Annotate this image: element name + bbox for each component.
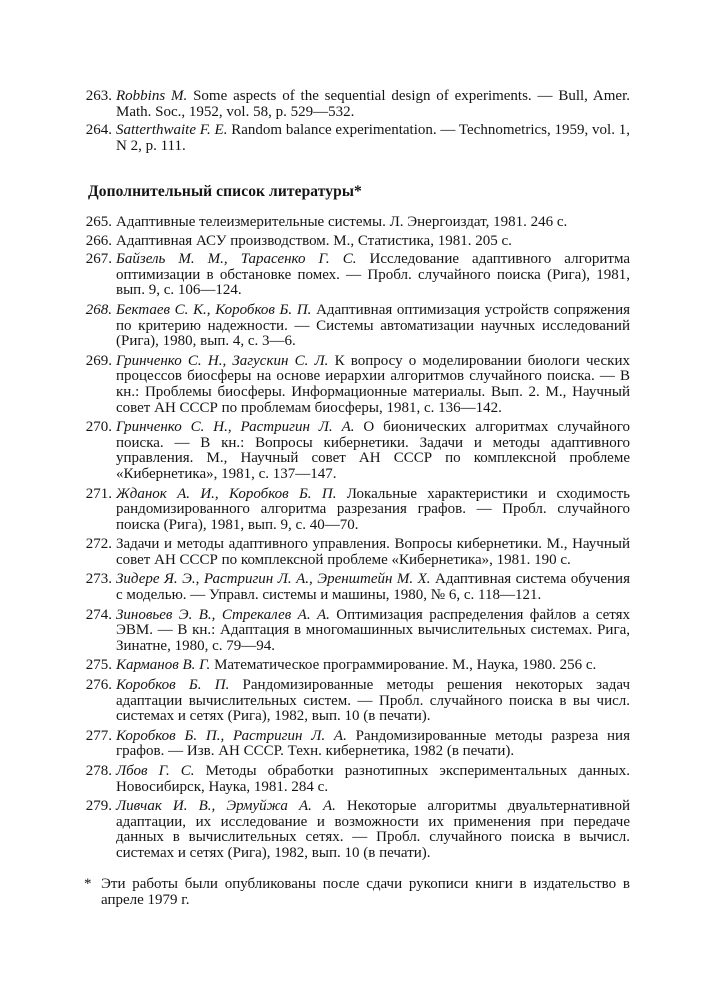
reference-text: Some aspects of the sequential design of experiments. — Bull, Amer. Math. Soc., 1952, vol. 58, p. 529—532. (116, 88, 631, 120)
reference-number: 272. (85, 536, 112, 553)
reference-number: 267. (85, 251, 112, 268)
reference-author: Гринченко С. Н., Загускин С. Л. (116, 352, 329, 369)
reference-list-top (79, 89, 630, 157)
reference-number: 273. (85, 571, 112, 588)
reference-item (79, 608, 630, 655)
reference-number: 270. (85, 419, 112, 436)
footnote-mark: * (84, 876, 92, 892)
reference-item (79, 89, 630, 120)
reference-item (79, 123, 630, 154)
reference-number: 266. (85, 232, 112, 249)
reference-text: Локальные характеристики и сходимость рандомизированного алгоритма разрезания графов. — Пробл. случайного поиска (Рига), 1981, вып. 9, с. 40—70. (116, 485, 630, 533)
reference-number: 271. (85, 485, 112, 502)
reference-number: 277. (85, 727, 112, 744)
reference-number: 263. (85, 88, 112, 104)
reference-author: Лбов Г. С. (116, 763, 195, 779)
reference-author: Зидере Я. Э., Растригин Л. А., Эренштейн М. Х. (116, 571, 431, 588)
reference-body (116, 89, 630, 120)
footnote-text: Эти работы были опубликованы после сдачи рукописи книги в издательство в апреле 1979 г. (101, 876, 630, 908)
reference-author: Зиновьев Э. В., Стрекалев А. А. (116, 606, 330, 623)
reference-text: Рандомизированные методы разреза ния графов. — Изв. АН СССР. Техн. кибернетика, 1982 (в печати). (116, 727, 630, 760)
reference-text: Адаптивная оптимизация устройств сопряжения по критерию надежности. — Системы автоматизации научных исследований (Рига), 1980, вып. 4, с. 3—6. (116, 301, 630, 350)
reference-item (79, 678, 630, 725)
footnote (84, 877, 630, 908)
reference-body (116, 572, 630, 603)
reference-item (79, 234, 630, 250)
reference-item (79, 729, 630, 760)
reference-number: 278. (85, 763, 112, 779)
section-title: Дополнительный список литературы* (88, 183, 362, 200)
reference-author: Байзель М. М., Тарасенко Г. С. (116, 251, 357, 268)
reference-body (116, 678, 630, 725)
reference-text: Рандомизированные методы решения некоторых задач адаптации вычислительных систем. — Пробл. случайного поиска в вы числ. системах и сетях (Рига), 1982, вып. 10 (в печати). (116, 677, 630, 725)
reference-text: Адаптивная система обучения с моделью. — Управл. системы и машины, 1980, № 6, с. 118—121. (116, 571, 630, 604)
reference-text: К вопросу о моделировании биологи ческих процессов биосферы на основе иерархии алгоритмов случайного поиска. — В кн.: Проблемы биосферы. Информационные материалы. Вып. 2. М., Научный совет АН СССР по проблемам биосферы, 1981, с. 136—142. (116, 352, 630, 416)
reference-body (116, 234, 630, 250)
reference-item (79, 252, 630, 299)
reference-author: Ливчак И. В., Эрмуйжа А. А. (116, 798, 336, 815)
reference-author: Гринченко С. Н., Растригин Л. А. (116, 419, 355, 436)
reference-body (116, 303, 630, 350)
reference-body (116, 608, 630, 655)
reference-body (116, 729, 630, 760)
reference-body (116, 215, 630, 231)
reference-body (116, 764, 630, 795)
reference-body (116, 799, 630, 861)
reference-item (79, 572, 630, 603)
reference-text: Исследование адаптивного алгоритма оптимизации в обстановке помех. — Пробл. случайного поиска (Рига), 1981, вып. 9, с. 106—124. (116, 251, 630, 299)
reference-author: Коробков Б. П. (116, 677, 230, 694)
reference-body (116, 354, 630, 416)
reference-list-additional (79, 215, 630, 866)
reference-item (79, 764, 630, 795)
reference-body (116, 658, 630, 674)
reference-text: Некоторые алгоритмы двуальтернативной адаптации, их исследование и возможности их применения при передаче данных в вычислительных сетях. — Пробл. случайного поиска в вычисл. системах и сетях (Рига), 1982, вып. 10 (в печати). (116, 798, 630, 861)
reference-item (79, 658, 630, 674)
reference-number: 264. (85, 122, 112, 139)
reference-text: Задачи и методы адаптивного управления. Вопросы кибернетики. М., Научный совет АН СССР по комплексной проблеме «Кибернетика», 1981. 190 с. (116, 536, 630, 568)
reference-body (116, 123, 630, 154)
reference-body (116, 487, 630, 534)
reference-body (116, 537, 630, 568)
reference-item (79, 215, 630, 231)
reference-number: 275. (85, 657, 112, 674)
reference-number: 276. (85, 677, 112, 694)
reference-number: 269. (85, 352, 112, 369)
reference-body (116, 420, 630, 482)
reference-number: 268. (85, 301, 112, 318)
reference-number: 279. (85, 798, 112, 815)
reference-text: Математическое программирование. М., Наука, 1980. 256 с. (210, 657, 597, 674)
reference-item (79, 487, 630, 534)
reference-item (79, 537, 630, 568)
reference-author: Коробков Б. П., Растригин Л. А. (116, 727, 347, 744)
reference-body (116, 252, 630, 299)
reference-number: 265. (85, 214, 112, 230)
reference-item (79, 303, 630, 350)
reference-text: Адаптивная АСУ производством. М., Статистика, 1981. 205 с. (116, 232, 512, 249)
reference-text: Random balance experimentation. — Technometrics, 1959, vol. 1, N 2, p. 111. (116, 122, 630, 154)
reference-author: Robbins M. (116, 88, 188, 104)
reference-author: Карманов В. Г. (116, 657, 211, 674)
reference-number: 274. (85, 606, 112, 623)
reference-text: Адаптивные телеизмерительные системы. Л. Энергоиздат, 1981. 246 с. (116, 214, 568, 230)
reference-item (79, 799, 630, 861)
reference-text: Методы обработки разнотипных экспериментальных данных. Новосибирск, Наука, 1981. 284 с. (116, 763, 631, 795)
reference-item (79, 354, 630, 416)
reference-text: Оптимизация распределения файлов а сетях ЭВМ. — В кн.: Адаптация в многомашинных вычислительных системах. Рига, Зинатне, 1980, с. 79—94. (116, 606, 631, 654)
reference-author: Satterthwaite F. E. (116, 122, 228, 139)
reference-text: О бионических алгоритмах случайного поиска. — В кн.: Вопросы кибернетики. Задачи и методы адаптивного управления. М., Научный совет АН СССР по комплексной проблеме «Кибернетика», 1981, с. 137—147. (116, 419, 630, 482)
reference-item (79, 420, 630, 482)
reference-author: Бектаев С. К., Коробков Б. П. (116, 301, 312, 318)
reference-author: Жданок А. И., Коробков Б. П. (116, 485, 337, 502)
